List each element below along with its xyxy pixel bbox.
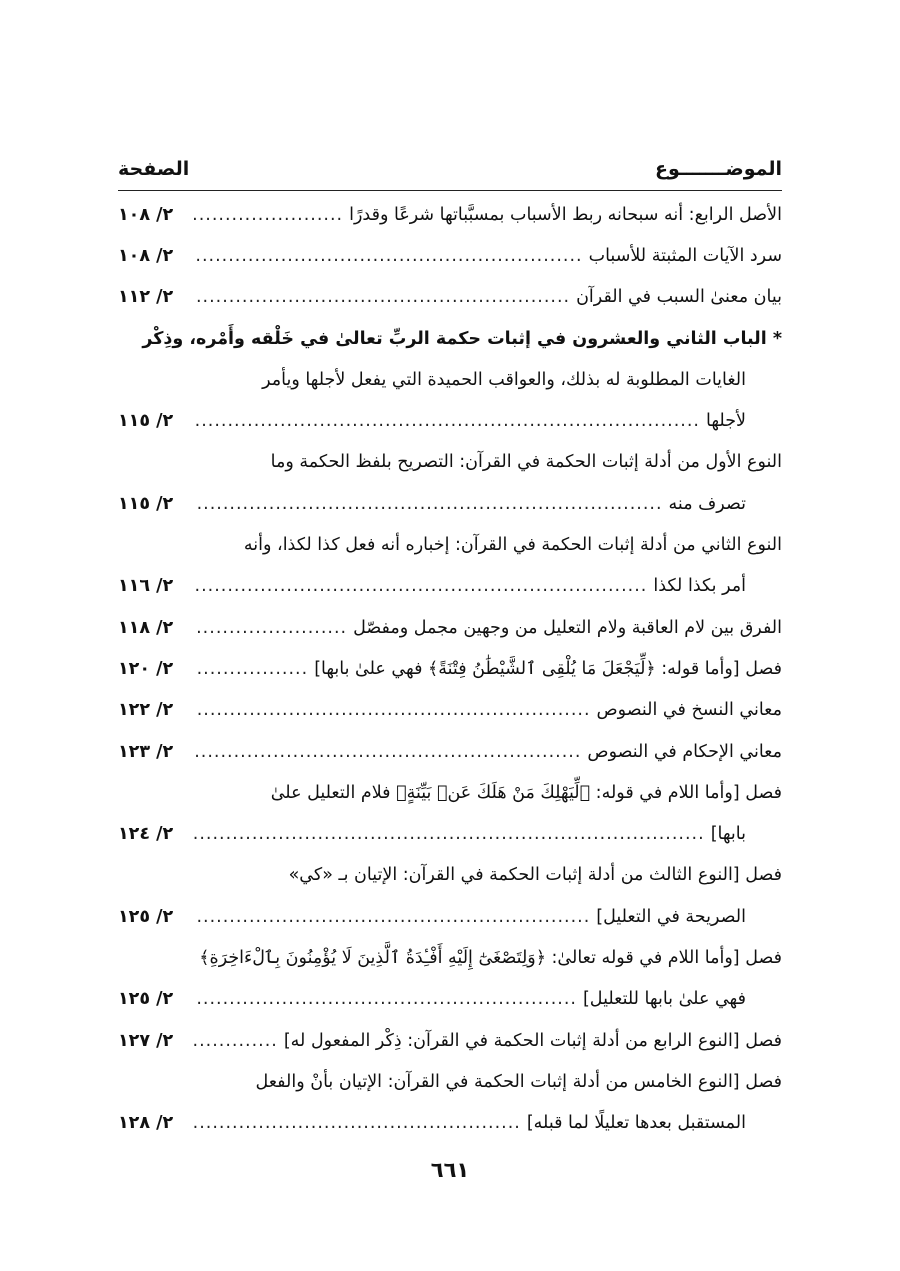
toc-entry: معاني الإحكام في النصوص ..... ٢/ ١٢٣ (118, 731, 782, 772)
toc-entry-continuation: لأجلها ..... ٢/ ١١٥ (118, 400, 782, 441)
toc-entry-continuation: أمر بكذا لكذا ..... ٢/ ١١٦ (118, 566, 782, 607)
toc-entry: بيان معنىٰ السبب في القرآن ..... ٢/ ١١٢ (118, 277, 782, 318)
toc-entry-continuation: فهي علىٰ بابها للتعليل] ..... ٢/ ١٢٥ (118, 979, 782, 1020)
toc-entry-continuation: المستقبل بعدها تعليلًا لما قبله] ..... ٢/ ١٢٨ (118, 1103, 782, 1144)
toc-entry: الأصل الرابع: أنه سبحانه ربط الأسباب بمسبَّباتها شرعًا وقدرًا ..... ٢/ ١٠٨ (118, 194, 782, 235)
toc-entry: الفرق بين لام العاقبة ولام التعليل من وجهين مجمل ومفصّل ..... ٢/ ١١٨ (118, 607, 782, 648)
toc-entry-continuation: الغايات المطلوبة له بذلك، والعواقب الحميدة التي يفعل لأجلها ويأمر (262, 369, 746, 390)
toc-entry-continuation: تصرف منه ..... ٢/ ١١٥ (118, 483, 782, 524)
toc-entry: فصل [النوع الثالث من أدلة إثبات الحكمة في القرآن: الإتيان بـ «كي» (288, 865, 782, 886)
page-number: ٦٦١ (430, 1158, 470, 1182)
toc-entry: فصل [وأما اللام في قوله تعالىٰ: ﴿وَلِتَصْغَىٰٓ إِلَيْهِ أَفْـِٔدَةُ ٱلَّذِينَ لَا يُؤْمِنُونَ بِٱلْءَاخِرَةِ﴾ (199, 947, 782, 968)
toc-entries (118, 194, 782, 1144)
toc-chapter-entry: * الباب الثاني والعشرون في إثبات حكمة الربِّ تعالىٰ في خَلْقه وأَمْره، وذِكْر (142, 328, 782, 349)
header-topic: الموضـــــــوع (654, 158, 782, 180)
header-rule (118, 190, 782, 191)
header-page: الصفحة (118, 158, 190, 180)
toc-entry: فصل [النوع الرابع من أدلة إثبات الحكمة في القرآن: ذِكْر المفعول له] ..... ٢/ ١٢٧ (118, 1020, 782, 1061)
toc-entry: النوع الثاني من أدلة إثبات الحكمة في القرآن: إخباره أنه فعل كذا لكذا، وأنه (243, 535, 782, 556)
toc-entry: فصل [النوع الخامس من أدلة إثبات الحكمة في القرآن: الإتيان بأنْ والفعل (255, 1071, 782, 1092)
toc-entry-continuation: الصريحة في التعليل] ..... ٢/ ١٢٥ (118, 896, 782, 937)
toc-entry-continuation: بابها] ..... ٢/ ١٢٤ (118, 813, 782, 854)
toc-entry: معاني النسخ في النصوص ..... ٢/ ١٢٢ (118, 690, 782, 731)
toc-entry: فصل [وأما قوله: ﴿لِّيَجْعَلَ مَا يُلْقِى ٱلشَّيْطَٰنُ فِتْنَةً﴾ فهي علىٰ بابها] ..... ٢/ ١٢٠ (118, 648, 782, 689)
toc-entry: النوع الأول من أدلة إثبات الحكمة في القرآن: التصريح بلفظ الحكمة وما (270, 452, 782, 473)
toc-header (118, 152, 782, 186)
toc-entry: سرد الآيات المثبتة للأسباب ..... ٢/ ١٠٨ (118, 235, 782, 276)
toc-entry: فصل [وأما اللام في قوله: ﴿لِّيَهْلِكَ مَنْ هَلَكَ عَنۢ بَيِّنَةٍ﴾ فلام التعليل علىٰ (270, 782, 782, 803)
